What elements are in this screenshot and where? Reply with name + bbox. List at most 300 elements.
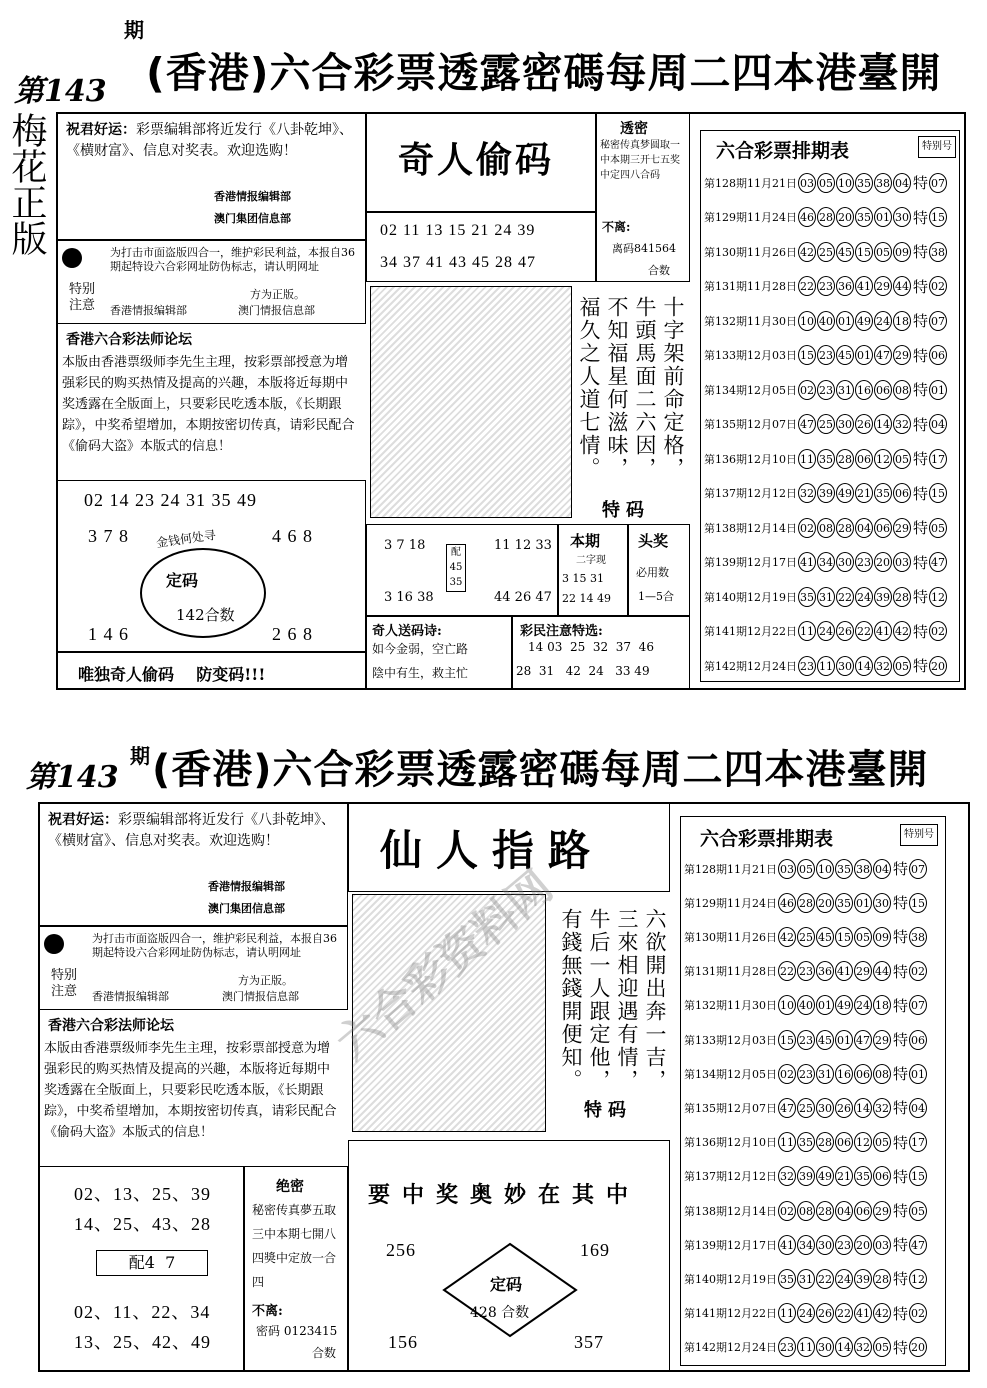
mid-nums-1: 02 11 13 15 21 24 39 xyxy=(380,222,536,239)
number-ball: 14 xyxy=(855,656,873,676)
b-nums-2: 14、25、43、28 xyxy=(74,1214,211,1234)
special-ball: 47 xyxy=(909,1235,927,1255)
number-ball: 41 xyxy=(835,961,853,981)
special-label: 特 xyxy=(913,312,929,330)
number-ball: 06 xyxy=(893,483,911,503)
number-ball: 08 xyxy=(893,380,911,400)
number-ball: 38 xyxy=(854,859,872,879)
benqi-n1: 3 15 31 xyxy=(562,572,604,585)
number-ball: 20 xyxy=(816,893,834,913)
corner-tr: 4 6 8 xyxy=(272,526,313,546)
row-label: 第131期11月28日 xyxy=(704,280,797,293)
number-ball: 25 xyxy=(817,414,835,434)
row-label: 第132期11月30日 xyxy=(684,999,777,1013)
number-ball: 25 xyxy=(817,242,835,262)
number-ball: 24 xyxy=(817,621,835,641)
row-label: 第134期12月05日 xyxy=(704,383,797,397)
number-ball: 31 xyxy=(836,380,854,400)
verse-4: 福久之人道七情。 xyxy=(577,296,601,480)
special-ball: 04 xyxy=(929,414,947,434)
page-title: (香港)六合彩票透露密碼每周二四本港臺開 xyxy=(146,49,942,97)
number-ball: 02 xyxy=(778,1064,796,1084)
special-label: 特 xyxy=(913,450,929,468)
toujiang-title: 头奖 xyxy=(638,532,669,550)
schedule-top-row xyxy=(704,207,948,228)
number-ball: 05 xyxy=(873,1337,891,1357)
schedule-bottom-row xyxy=(684,1029,928,1050)
number-ball: 44 xyxy=(873,961,891,981)
schedule-bottom-row xyxy=(684,926,928,947)
row-label: 第130期11月26日 xyxy=(684,930,777,944)
number-ball: 26 xyxy=(835,1098,853,1118)
special-label: 特 xyxy=(913,588,929,606)
number-ball: 35 xyxy=(855,207,873,227)
special-label: 特 xyxy=(913,174,929,192)
schedule-bottom-row xyxy=(684,995,928,1016)
page-title-2: (香港)六合彩票透露密碼每周二四本港臺開 xyxy=(152,747,929,793)
number-ball: 04 xyxy=(835,1201,853,1221)
row-label: 第142期12月24日 xyxy=(704,659,797,673)
row-label: 第139期12月17日 xyxy=(684,1238,777,1252)
number-ball: 28 xyxy=(816,1132,834,1152)
b-verse-2: 三來相迎遇有情， xyxy=(615,908,639,1092)
special-ball: 38 xyxy=(929,242,947,262)
special-ball: 15 xyxy=(909,893,927,913)
number-ball: 24 xyxy=(874,311,892,331)
number-ball: 31 xyxy=(816,1064,834,1084)
row-label: 第139期12月17日 xyxy=(704,556,797,569)
schedule-top-row xyxy=(704,414,948,435)
number-ball: 49 xyxy=(836,483,854,503)
number-ball: 05 xyxy=(874,242,892,262)
number-ball: 03 xyxy=(798,173,816,193)
number-ball: 06 xyxy=(835,1132,853,1152)
notice-sign2: 澳门情报信息部 xyxy=(238,304,315,317)
special-label: 特 xyxy=(913,484,929,503)
toujiang-biyong: 必用数 xyxy=(636,566,669,579)
caimin-l2: 28 31 42 24 33 49 xyxy=(516,664,650,678)
number-ball: 39 xyxy=(817,483,835,503)
row-label: 第133期12月03日 xyxy=(704,349,797,362)
number-ball: 32 xyxy=(798,483,816,503)
number-ball: 20 xyxy=(854,1235,872,1255)
row-label: 第128期11月21日 xyxy=(704,176,797,190)
number-ball: 45 xyxy=(836,345,854,365)
pei-left-1: 3 7 18 xyxy=(384,538,426,553)
number-ball: 23 xyxy=(817,276,835,296)
b-nums-1: 02、13、25、39 xyxy=(74,1184,211,1204)
special-label: 特 xyxy=(913,208,929,227)
special-label: 特 xyxy=(893,1236,909,1255)
special-ball: 15 xyxy=(929,483,947,503)
row-label: 第129期11月24日 xyxy=(704,211,797,224)
number-ball: 28 xyxy=(797,893,815,913)
number-ball: 24 xyxy=(797,1303,815,1323)
schedule-bottom-row xyxy=(684,1303,928,1324)
number-ball: 23 xyxy=(778,1337,796,1357)
number-ball: 11 xyxy=(797,1337,815,1357)
number-ball: 01 xyxy=(854,893,872,913)
number-ball: 22 xyxy=(778,961,796,981)
number-ball: 30 xyxy=(893,207,911,227)
number-ball: 31 xyxy=(817,587,835,607)
pei-right-1: 11 12 33 xyxy=(494,538,552,553)
toumi-title: 透密 xyxy=(620,121,648,137)
schedule-top-row xyxy=(704,345,948,366)
row-label: 第135期12月07日 xyxy=(684,1101,777,1115)
number-ball: 24 xyxy=(835,1269,853,1289)
special-ball: 05 xyxy=(929,518,947,538)
b-verse-4: 有錢無錢開便知。 xyxy=(559,908,583,1092)
row-label: 第140期12月19日 xyxy=(684,1272,777,1286)
number-ball: 39 xyxy=(854,1269,872,1289)
number-ball: 41 xyxy=(874,621,892,641)
number-ball: 03 xyxy=(778,859,796,879)
number-ball: 35 xyxy=(835,859,853,879)
notice-text-2: 为打击市面盗版四合一，维护彩民利益，本报自36期起特设六合彩网址防伪标志，请认明网址 xyxy=(92,932,337,959)
special-label: 特 xyxy=(913,415,929,434)
number-ball: 35 xyxy=(855,173,873,193)
number-ball: 30 xyxy=(816,1337,834,1357)
schedule-top-row xyxy=(704,379,948,400)
number-ball: 23 xyxy=(797,1030,815,1050)
qiren-poem-l1: 如今金弱，空亡路 xyxy=(372,642,469,656)
tema-label: 特码 xyxy=(602,500,650,521)
schedule-top-row xyxy=(704,586,948,607)
number-ball: 42 xyxy=(798,242,816,262)
number-ball: 30 xyxy=(836,552,854,572)
row-label: 第131期11月28日 xyxy=(684,965,777,979)
number-ball: 18 xyxy=(873,995,891,1015)
row-label: 第141期12月22日 xyxy=(704,625,797,638)
caimin-l1: 14 03 25 32 37 46 xyxy=(528,640,654,654)
number-ball: 12 xyxy=(874,449,892,469)
number-ball: 30 xyxy=(816,1235,834,1255)
number-ball: 20 xyxy=(874,552,892,572)
number-ball: 32 xyxy=(778,1166,796,1186)
special-label: 特 xyxy=(893,1304,909,1323)
number-ball: 29 xyxy=(893,518,911,538)
pei-right-2: 44 26 47 xyxy=(494,590,552,605)
number-ball: 44 xyxy=(893,276,911,296)
footer-text: 唯独奇人偷码 防变码!!! xyxy=(78,665,266,684)
special-label: 特 xyxy=(893,1065,909,1084)
special-label: 特 xyxy=(913,553,929,572)
number-ball: 23 xyxy=(835,1235,853,1255)
number-ball: 29 xyxy=(893,345,911,365)
b-nums-3: 02、11、22、34 xyxy=(74,1302,211,1322)
issue-suffix: 期 xyxy=(124,18,144,42)
number-ball: 14 xyxy=(854,1098,872,1118)
number-ball: 32 xyxy=(893,414,911,434)
special-label: 特 xyxy=(893,996,909,1015)
number-ball: 22 xyxy=(855,621,873,641)
number-ball: 41 xyxy=(778,1235,796,1255)
number-ball: 22 xyxy=(816,1269,834,1289)
special-ball: 06 xyxy=(909,1030,927,1050)
special-label: 特 xyxy=(893,1133,909,1152)
number-ball: 11 xyxy=(778,1132,796,1152)
special-label: 特 xyxy=(893,1167,909,1186)
schedule-bottom-row xyxy=(684,1132,928,1153)
special-ball: 12 xyxy=(909,1269,927,1289)
number-ball: 05 xyxy=(893,656,911,676)
row-label: 第132期11月30日 xyxy=(704,314,797,328)
number-ball: 06 xyxy=(854,1201,872,1221)
row-label: 第137期12月12日 xyxy=(704,487,797,500)
schedule-top-row xyxy=(704,310,948,331)
number-ball: 28 xyxy=(817,207,835,227)
greeting-sign1: 香港情报编辑部 xyxy=(214,190,291,203)
notice-text: 为打击市面盗版四合一，维护彩民利益，本报自36期起特设六合彩网址防伪标志，请认明网址 xyxy=(110,246,355,273)
number-ball: 49 xyxy=(835,995,853,1015)
number-ball: 35 xyxy=(835,893,853,913)
number-ball: 03 xyxy=(873,1235,891,1255)
juemi-text: 秘密传真夢五取三中本期七開八四獎中定放一合四 xyxy=(252,1203,337,1289)
special-label: 特 xyxy=(893,1031,909,1049)
greeting2-sign1: 香港情报编辑部 xyxy=(208,880,285,893)
special-ball: 02 xyxy=(929,621,947,641)
special-ball: 01 xyxy=(929,380,947,400)
special-label: 特 xyxy=(893,962,909,981)
number-ball: 30 xyxy=(836,414,854,434)
number-ball: 05 xyxy=(797,859,815,879)
special-label: 特 xyxy=(893,1338,909,1357)
number-ball: 09 xyxy=(893,242,911,262)
number-ball: 08 xyxy=(797,1201,815,1221)
special-ball: 07 xyxy=(929,173,947,193)
number-ball: 16 xyxy=(855,380,873,400)
row-label: 第133期12月03日 xyxy=(684,1033,777,1047)
benqi-n2: 22 14 49 xyxy=(562,592,611,605)
number-ball: 39 xyxy=(874,587,892,607)
greeting2-sign2: 澳门集团信息部 xyxy=(208,902,285,915)
side-label: 梅花正版 xyxy=(6,112,47,256)
corner-bl: 1 4 6 xyxy=(88,624,129,644)
number-ball: 28 xyxy=(816,1201,834,1221)
number-ball: 47 xyxy=(874,345,892,365)
number-ball: 10 xyxy=(836,173,854,193)
number-ball: 05 xyxy=(873,1132,891,1152)
number-ball: 23 xyxy=(797,961,815,981)
number-ball: 06 xyxy=(854,1064,872,1084)
notice-tail-2: 方为正版。 xyxy=(238,974,293,987)
number-ball: 10 xyxy=(816,859,834,879)
special-ball: 02 xyxy=(909,1303,927,1323)
number-ball: 35 xyxy=(874,483,892,503)
schedule-bottom-row xyxy=(684,1063,928,1084)
b-corner-bl: 156 xyxy=(388,1332,418,1352)
number-ball: 42 xyxy=(873,1303,891,1323)
b-corner-br: 357 xyxy=(574,1332,604,1352)
special-ball: 20 xyxy=(929,656,947,676)
special-ball: 07 xyxy=(929,311,947,331)
number-ball: 32 xyxy=(854,1337,872,1357)
row-label: 第129期11月24日 xyxy=(684,896,777,910)
special-label: 特 xyxy=(893,928,909,947)
schedule-bottom-row xyxy=(684,858,928,879)
caimin-title: 彩民注意特选: xyxy=(520,624,603,639)
number-ball: 16 xyxy=(835,1064,853,1084)
warrior-illustration xyxy=(370,286,572,518)
schedule-top-row xyxy=(704,552,948,573)
special-ball: 47 xyxy=(929,552,947,572)
special-label: 特 xyxy=(893,1270,909,1289)
schedule-top-row xyxy=(704,448,948,469)
issue-suffix-2: 期 xyxy=(130,744,150,768)
juemi-mima: 密码 0123415 xyxy=(256,1324,338,1338)
special-label: 特 xyxy=(913,657,929,675)
number-ball: 42 xyxy=(893,621,911,641)
row-label: 第142期12月24日 xyxy=(684,1341,777,1355)
greeting-text-2: 祝君好运：彩票编辑部将近发行《八卦乾坤》、《横财富》、信息对奖表。欢迎选购！ xyxy=(48,812,335,849)
number-ball: 11 xyxy=(798,621,816,641)
special-ball: 15 xyxy=(929,207,947,227)
number-ball: 04 xyxy=(873,859,891,879)
benqi-erzi: 二字现 xyxy=(576,555,606,566)
schedule-bottom-row xyxy=(684,961,928,982)
number-ball: 36 xyxy=(816,961,834,981)
number-ball: 02 xyxy=(778,1201,796,1221)
b-nums-4: 13、25、42、49 xyxy=(74,1332,211,1352)
number-ball: 23 xyxy=(797,1064,815,1084)
number-ball: 29 xyxy=(873,1201,891,1221)
row-label: 第140期12月19日 xyxy=(704,590,797,604)
mid-nums-2: 34 37 41 43 45 28 47 xyxy=(380,254,536,271)
toumi-lima: 离码841564 xyxy=(612,242,676,255)
number-ball: 23 xyxy=(798,656,816,676)
row-label: 第136期12月10日 xyxy=(704,452,797,466)
schedule-bottom-row xyxy=(684,1268,928,1289)
special-ball: 38 xyxy=(909,927,927,947)
special-ball: 12 xyxy=(929,587,947,607)
special-ball: 02 xyxy=(909,961,927,981)
number-ball: 32 xyxy=(873,1098,891,1118)
number-ball: 22 xyxy=(836,587,854,607)
juemi-buli: 不离: xyxy=(252,1304,283,1319)
forum-text-2: 本版由香港票级师李先生主理，按彩票部授意为增强彩民的购买热情及提高的兴趣，本版将近每期中奖透露在全版面上，只要彩民吃透本版，《长期跟踪》，中奖希望增加，本期按密切传真，请彩民配合《偷码大盗》本版式的信息！ xyxy=(44,1041,337,1140)
qiren-poem-l2: 陰中有生，救主忙 xyxy=(372,666,469,680)
number-ball: 06 xyxy=(873,1166,891,1186)
number-ball: 28 xyxy=(873,1269,891,1289)
number-ball: 15 xyxy=(835,927,853,947)
special-label: 特 xyxy=(893,1202,909,1220)
greeting-sign2: 澳门集团信息部 xyxy=(214,212,291,225)
number-ball: 45 xyxy=(816,927,834,947)
number-ball: 41 xyxy=(798,552,816,572)
number-ball: 40 xyxy=(797,995,815,1015)
row-label: 第136期12月10日 xyxy=(684,1136,777,1150)
number-ball: 06 xyxy=(874,518,892,538)
schedule-bottom-title: 六合彩票排期表 xyxy=(700,828,834,850)
number-ball: 23 xyxy=(817,345,835,365)
number-ball: 01 xyxy=(836,311,854,331)
zhongjiang-arc: 要中奖奥妙在其中 xyxy=(368,1182,641,1208)
number-ball: 45 xyxy=(816,1030,834,1050)
number-ball: 38 xyxy=(874,173,892,193)
number-ball: 01 xyxy=(816,995,834,1015)
number-ball: 21 xyxy=(855,483,873,503)
number-ball: 35 xyxy=(778,1269,796,1289)
number-ball: 26 xyxy=(836,621,854,641)
verse-2: 牛頭馬面二六因， xyxy=(633,296,657,480)
schedule-bottom-row xyxy=(684,1337,928,1358)
special-label: 特 xyxy=(893,860,909,878)
b-tema-label: 特码 xyxy=(584,1100,632,1121)
juemi-heshu: 合数 xyxy=(312,1346,337,1360)
qiren-title: 奇人偷码 xyxy=(398,139,555,181)
number-ball: 21 xyxy=(835,1166,853,1186)
special-ball: 04 xyxy=(909,1098,927,1118)
juemi-title: 绝密 xyxy=(276,1179,304,1195)
special-label: 特 xyxy=(913,381,929,399)
special-ball: 20 xyxy=(909,1337,927,1357)
number-ball: 40 xyxy=(817,311,835,331)
b-corner-tr: 169 xyxy=(580,1240,610,1260)
special-label: 特 xyxy=(913,243,929,261)
number-ball: 35 xyxy=(797,1132,815,1152)
special-ball: 05 xyxy=(909,1201,927,1221)
greeting-body: 彩票编辑部将近发行《八卦乾坤》、《横财富》、信息对奖表。欢迎选购！ xyxy=(66,122,353,159)
number-ball: 12 xyxy=(854,1132,872,1152)
mid-nums-box xyxy=(366,212,596,282)
forum-title-2: 香港六合彩法师论坛 xyxy=(48,1018,174,1034)
number-ball: 25 xyxy=(797,1098,815,1118)
special-ball: 06 xyxy=(929,345,947,365)
pei-mid: 配 45 35 xyxy=(446,544,466,592)
special-label: 特 xyxy=(913,519,929,537)
number-ball: 15 xyxy=(798,345,816,365)
verse-1: 十字架前命定格， xyxy=(661,296,685,480)
arc-text: 金钱何处寻 xyxy=(155,527,217,551)
number-ball: 39 xyxy=(797,1166,815,1186)
row-label: 第128期11月21日 xyxy=(684,862,777,876)
number-ball: 20 xyxy=(836,207,854,227)
number-ball: 02 xyxy=(798,380,816,400)
qiren-poem-title: 奇人送码诗: xyxy=(372,624,442,639)
schedule-top-row xyxy=(704,276,948,297)
notice-label: 特别 注意 xyxy=(68,282,95,313)
watermark: 六合彩资料网 xyxy=(327,861,563,1070)
number-ball: 11 xyxy=(817,656,835,676)
notice2-sign1: 香港情报编辑部 xyxy=(92,990,169,1003)
verse-3: 不知福星何滋味， xyxy=(605,296,629,480)
issue-number: 第143 xyxy=(14,74,107,109)
number-ball: 24 xyxy=(855,587,873,607)
number-ball: 41 xyxy=(854,1303,872,1323)
number-ball: 34 xyxy=(817,552,835,572)
special-ball: 17 xyxy=(909,1132,927,1152)
heshu-label: 142合数 xyxy=(176,606,235,624)
special-ball: 15 xyxy=(909,1166,927,1186)
row-label: 第135期12月07日 xyxy=(704,418,797,431)
pei-left-2: 3 16 38 xyxy=(384,590,434,605)
schedule-top-row xyxy=(704,241,948,262)
notice2-sign2: 澳门情报信息部 xyxy=(222,990,299,1003)
special-label: 特 xyxy=(893,894,909,913)
b-heshu: 428 合数 xyxy=(470,1305,530,1321)
schedule-top-row xyxy=(704,621,948,642)
b-dingma: 定码 xyxy=(490,1275,523,1294)
schedule-bottom-row xyxy=(684,1097,928,1118)
number-ball: 35 xyxy=(798,587,816,607)
number-ball: 32 xyxy=(874,656,892,676)
row-label: 第138期12月14日 xyxy=(704,521,797,535)
schedule-top-row xyxy=(704,517,948,538)
number-ball: 47 xyxy=(798,414,816,434)
row-label: 第141期12月22日 xyxy=(684,1307,777,1321)
number-ball: 11 xyxy=(798,449,816,469)
